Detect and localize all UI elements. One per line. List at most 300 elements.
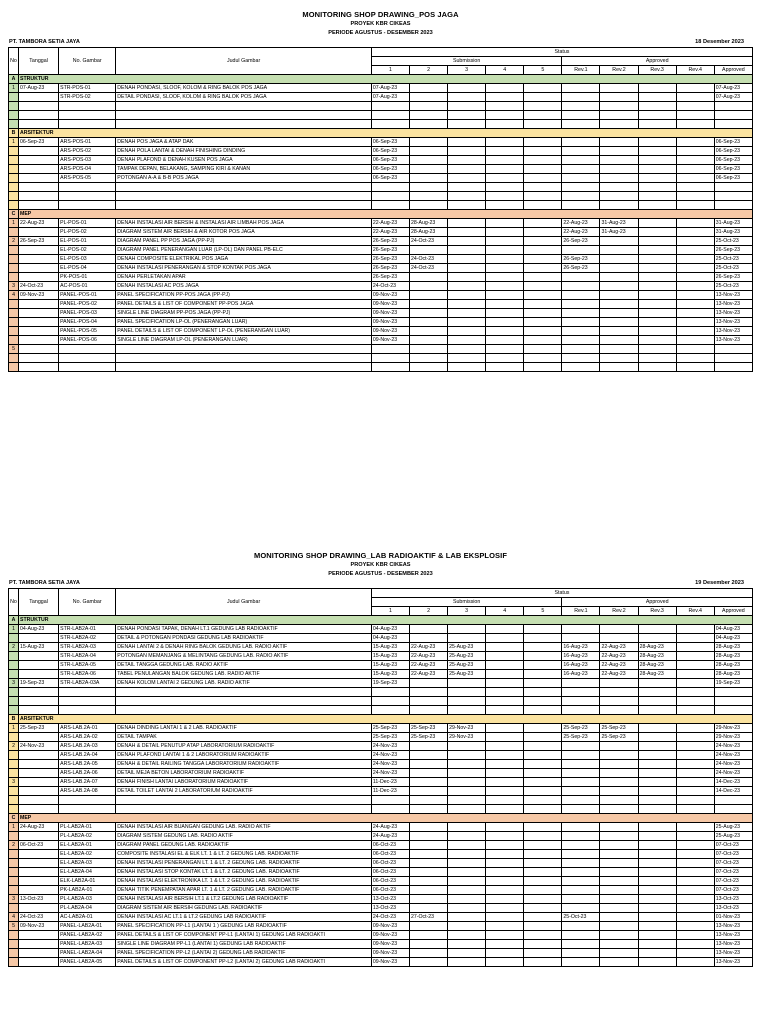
- status-cell: [600, 913, 638, 922]
- header-col: Rev.1: [562, 66, 600, 75]
- status-cell: [562, 958, 600, 967]
- status-cell: [486, 724, 524, 733]
- status-cell: 09-Nov-23: [371, 940, 409, 949]
- status-cell: 29-Nov-23: [448, 724, 486, 733]
- status-cell: [600, 174, 638, 183]
- status-cell: [638, 796, 676, 805]
- table-row: [9, 931, 753, 940]
- drawing-number: PL-LAB2A-03: [59, 895, 116, 904]
- status-cell: 07-Aug-23: [714, 93, 752, 102]
- table-row: [9, 327, 753, 336]
- drawing-number: [59, 102, 116, 111]
- status-cell: 06-Oct-23: [371, 841, 409, 850]
- status-cell: [676, 652, 714, 661]
- status-cell: [676, 291, 714, 300]
- table-row: [9, 796, 753, 805]
- status-cell: [638, 895, 676, 904]
- status-cell: 25-Aug-23: [714, 832, 752, 841]
- status-cell: [638, 327, 676, 336]
- drawing-number: EL-POS-03: [59, 255, 116, 264]
- drawing-title: PANEL SPECIFICATION PP-POS JAGA (PP-PJ): [116, 291, 372, 300]
- row-date: [19, 868, 59, 877]
- status-cell: [410, 291, 448, 300]
- status-cell: 07-Oct-23: [714, 877, 752, 886]
- drawing-title: PANEL SPECIFICATION PP-L1 (LANTAI 1 ) GEDUNG LAB RADIOAKTIF: [116, 922, 372, 931]
- status-cell: [562, 949, 600, 958]
- status-cell: [638, 93, 676, 102]
- table-row: [9, 309, 753, 318]
- status-cell: [524, 832, 562, 841]
- status-cell: 22-Aug-23: [371, 219, 409, 228]
- row-date: [19, 886, 59, 895]
- status-cell: [638, 255, 676, 264]
- status-cell: 15-Aug-23: [371, 661, 409, 670]
- status-cell: [562, 282, 600, 291]
- status-cell: 26-Sep-23: [371, 255, 409, 264]
- status-cell: [448, 796, 486, 805]
- section-header-row: [9, 75, 753, 84]
- row-number: [9, 228, 19, 237]
- status-cell: [562, 778, 600, 787]
- status-cell: [600, 354, 638, 363]
- status-cell: 13-Nov-23: [714, 958, 752, 967]
- drawing-number: ARS-POS-01: [59, 138, 116, 147]
- row-number: [9, 201, 19, 210]
- table-row: [9, 652, 753, 661]
- status-cell: 24-Nov-23: [371, 769, 409, 778]
- drawing-number: PANEL-POS-01: [59, 291, 116, 300]
- status-cell: [448, 336, 486, 345]
- status-cell: [486, 219, 524, 228]
- row-date: [19, 273, 59, 282]
- row-number: [9, 661, 19, 670]
- status-cell: 25-Aug-23: [448, 670, 486, 679]
- drawing-number: PANEL-LAB2A-02: [59, 931, 116, 940]
- drawing-title: SINGLE LINE DIAGRAM LP-OL (PENERANGAN LUAR): [116, 336, 372, 345]
- status-cell: [486, 93, 524, 102]
- status-cell: [410, 634, 448, 643]
- row-date: [19, 670, 59, 679]
- header-col: Approved: [714, 607, 752, 616]
- status-cell: [638, 931, 676, 940]
- status-cell: [486, 841, 524, 850]
- status-cell: [486, 778, 524, 787]
- status-cell: [448, 805, 486, 814]
- status-cell: [371, 183, 409, 192]
- status-cell: 09-Nov-23: [371, 922, 409, 931]
- drawing-number: ARS-POS-03: [59, 156, 116, 165]
- status-cell: [371, 697, 409, 706]
- table-row: [9, 246, 753, 255]
- row-date: 24-Oct-23: [19, 913, 59, 922]
- table-row: [9, 264, 753, 273]
- drawing-title: DENAH INSTALASI AC POS JAGA: [116, 282, 372, 291]
- status-cell: 31-Aug-23: [714, 219, 752, 228]
- row-number: 2: [9, 841, 19, 850]
- status-cell: [410, 192, 448, 201]
- table-row: [9, 832, 753, 841]
- status-cell: [410, 841, 448, 850]
- drawing-number: STR-LAB2A-04: [59, 652, 116, 661]
- drawing-title: TAMPAK DEPAN, BELAKANG, SAMPING KIRI & KANAN: [116, 165, 372, 174]
- row-date: 24-Nov-23: [19, 742, 59, 751]
- status-cell: 13-Nov-23: [714, 922, 752, 931]
- status-cell: [448, 877, 486, 886]
- status-cell: [676, 120, 714, 129]
- section-code: A: [9, 616, 19, 625]
- status-cell: [524, 255, 562, 264]
- status-cell: 29-Nov-23: [714, 724, 752, 733]
- table-row: [9, 345, 753, 354]
- row-number: [9, 850, 19, 859]
- status-cell: [676, 877, 714, 886]
- status-cell: 25-Sep-23: [600, 733, 638, 742]
- status-cell: [486, 84, 524, 93]
- status-cell: [562, 192, 600, 201]
- status-cell: [600, 832, 638, 841]
- drawing-number: PL-POS-01: [59, 219, 116, 228]
- status-cell: [638, 228, 676, 237]
- status-cell: [562, 318, 600, 327]
- section-header-row: [9, 616, 753, 625]
- status-cell: [600, 877, 638, 886]
- status-cell: 25-Aug-23: [448, 643, 486, 652]
- status-cell: [410, 327, 448, 336]
- status-cell: 28-Aug-23: [638, 670, 676, 679]
- status-cell: 15-Aug-23: [371, 670, 409, 679]
- status-cell: [410, 300, 448, 309]
- drawing-number: STR-POS-01: [59, 84, 116, 93]
- status-cell: [410, 183, 448, 192]
- status-cell: [524, 895, 562, 904]
- status-cell: [562, 886, 600, 895]
- table-row: [9, 688, 753, 697]
- status-cell: [714, 363, 752, 372]
- status-cell: 06-Sep-23: [714, 156, 752, 165]
- status-cell: [410, 868, 448, 877]
- status-cell: [524, 913, 562, 922]
- status-cell: [676, 363, 714, 372]
- status-cell: [600, 318, 638, 327]
- status-cell: 25-Sep-23: [410, 733, 448, 742]
- status-cell: [676, 742, 714, 751]
- status-cell: [486, 327, 524, 336]
- drawing-title: DIAGRAM PANEL PP POS JAGA (PP-PJ): [116, 237, 372, 246]
- status-cell: [638, 922, 676, 931]
- status-cell: [486, 147, 524, 156]
- status-cell: [676, 841, 714, 850]
- status-cell: [562, 84, 600, 93]
- status-cell: [524, 859, 562, 868]
- row-date: [19, 949, 59, 958]
- table-row: [9, 850, 753, 859]
- status-cell: [524, 940, 562, 949]
- status-cell: [371, 345, 409, 354]
- status-cell: [676, 138, 714, 147]
- status-cell: [562, 246, 600, 255]
- row-date: [19, 958, 59, 967]
- row-number: 3: [9, 895, 19, 904]
- status-cell: [448, 183, 486, 192]
- status-cell: [638, 165, 676, 174]
- status-cell: [600, 940, 638, 949]
- row-number: [9, 120, 19, 129]
- status-cell: [600, 345, 638, 354]
- drawing-title: DENAH PONDASI TAPAK, DENAH LT.1 GEDUNG LAB RADIOAKTIF: [116, 625, 372, 634]
- row-number: [9, 859, 19, 868]
- status-cell: [638, 877, 676, 886]
- drawing-title: [116, 706, 372, 715]
- status-cell: [676, 949, 714, 958]
- status-cell: [524, 931, 562, 940]
- row-number: [9, 670, 19, 679]
- status-cell: [486, 318, 524, 327]
- status-cell: [448, 264, 486, 273]
- status-cell: [638, 291, 676, 300]
- table-row: [9, 219, 753, 228]
- status-cell: 22-Aug-23: [600, 661, 638, 670]
- status-cell: [410, 679, 448, 688]
- drawing-title: DENAH PLAFOND LANTAI 1 & 2 LABORATORIUM RADIOAKTIF: [116, 751, 372, 760]
- drawing-title: DENAH POLA LANTAI & DENAH FINISHING DINDING: [116, 147, 372, 156]
- drawing-title: PANEL DETAILS & LIST OF COMPONENT LP-OL (PENERANGAN LUAR): [116, 327, 372, 336]
- status-cell: [410, 138, 448, 147]
- status-cell: [486, 300, 524, 309]
- status-cell: [638, 246, 676, 255]
- status-cell: 28-Aug-23: [638, 661, 676, 670]
- row-date: [19, 156, 59, 165]
- status-cell: 13-Nov-23: [714, 336, 752, 345]
- status-cell: [638, 237, 676, 246]
- table-row: [9, 958, 753, 967]
- status-cell: [486, 111, 524, 120]
- report-date: 19 Desember 2023: [695, 580, 744, 586]
- status-cell: [676, 679, 714, 688]
- status-cell: [448, 282, 486, 291]
- row-date: [19, 634, 59, 643]
- status-cell: [448, 309, 486, 318]
- status-cell: [638, 120, 676, 129]
- company-name: PT. TAMBORA SETIA JAYA: [9, 580, 80, 586]
- row-number: [9, 273, 19, 282]
- status-cell: 11-Dec-23: [371, 787, 409, 796]
- status-cell: 22-Aug-23: [600, 670, 638, 679]
- status-cell: [638, 192, 676, 201]
- status-cell: [524, 724, 562, 733]
- status-cell: [524, 336, 562, 345]
- status-cell: 07-Oct-23: [714, 841, 752, 850]
- status-cell: [448, 751, 486, 760]
- drawing-title: DENAH COMPOSITE ELEKTRIKAL POS JAGA: [116, 255, 372, 264]
- status-cell: [676, 940, 714, 949]
- status-cell: [714, 354, 752, 363]
- drawing-number: STR-POS-02: [59, 93, 116, 102]
- status-cell: [524, 363, 562, 372]
- status-cell: [448, 246, 486, 255]
- status-cell: 29-Nov-23: [448, 733, 486, 742]
- status-cell: [448, 255, 486, 264]
- drawing-title: [116, 688, 372, 697]
- row-date: [19, 309, 59, 318]
- drawing-title: DENAH POS JAGA & ATAP DAK: [116, 138, 372, 147]
- status-cell: [486, 760, 524, 769]
- row-date: [19, 688, 59, 697]
- status-cell: [676, 904, 714, 913]
- status-cell: [638, 138, 676, 147]
- status-cell: [562, 868, 600, 877]
- status-cell: [410, 904, 448, 913]
- status-cell: [524, 102, 562, 111]
- status-cell: [486, 877, 524, 886]
- row-date: [19, 787, 59, 796]
- status-cell: [410, 102, 448, 111]
- row-date: [19, 147, 59, 156]
- status-cell: [676, 661, 714, 670]
- table-row: [9, 174, 753, 183]
- status-cell: [524, 823, 562, 832]
- drawing-title: [116, 354, 372, 363]
- status-cell: [410, 246, 448, 255]
- status-cell: [676, 760, 714, 769]
- status-cell: [638, 318, 676, 327]
- status-cell: [448, 273, 486, 282]
- drawing-number: [59, 805, 116, 814]
- header-col: Rev.2: [600, 66, 638, 75]
- status-cell: 22-Aug-23: [410, 661, 448, 670]
- status-cell: [486, 958, 524, 967]
- status-cell: [486, 670, 524, 679]
- status-cell: [486, 769, 524, 778]
- status-cell: 06-Sep-23: [714, 165, 752, 174]
- status-cell: [600, 751, 638, 760]
- section-header-row: [9, 210, 753, 219]
- status-cell: 04-Aug-23: [714, 634, 752, 643]
- status-cell: [562, 336, 600, 345]
- row-date: 04-Aug-23: [19, 625, 59, 634]
- row-date: [19, 769, 59, 778]
- header-submission: Submission: [371, 598, 561, 607]
- header-col: 3: [448, 607, 486, 616]
- status-cell: [410, 363, 448, 372]
- status-cell: 24-Nov-23: [714, 742, 752, 751]
- status-cell: [448, 192, 486, 201]
- status-cell: [524, 850, 562, 859]
- status-cell: [448, 895, 486, 904]
- status-cell: [600, 769, 638, 778]
- status-cell: [410, 174, 448, 183]
- status-cell: [600, 336, 638, 345]
- row-date: [19, 661, 59, 670]
- table-row: [9, 201, 753, 210]
- status-cell: [562, 832, 600, 841]
- status-cell: [486, 354, 524, 363]
- table-row: [9, 823, 753, 832]
- status-cell: [486, 634, 524, 643]
- status-cell: 28-Aug-23: [410, 228, 448, 237]
- table-row: [9, 93, 753, 102]
- status-cell: [714, 201, 752, 210]
- row-date: [19, 760, 59, 769]
- header-no: No: [9, 589, 19, 616]
- status-cell: [600, 778, 638, 787]
- status-cell: [676, 850, 714, 859]
- status-cell: [486, 282, 524, 291]
- status-cell: 09-Nov-23: [371, 309, 409, 318]
- status-cell: 22-Aug-23: [410, 670, 448, 679]
- status-cell: [524, 318, 562, 327]
- status-cell: [524, 769, 562, 778]
- row-number: [9, 769, 19, 778]
- status-cell: [600, 282, 638, 291]
- status-cell: 28-Aug-23: [410, 219, 448, 228]
- row-number: [9, 363, 19, 372]
- status-cell: [562, 679, 600, 688]
- status-cell: [410, 940, 448, 949]
- status-cell: [600, 787, 638, 796]
- row-date: 09-Nov-23: [19, 922, 59, 931]
- status-cell: 24-Nov-23: [371, 760, 409, 769]
- status-cell: [600, 895, 638, 904]
- table-row: [9, 147, 753, 156]
- row-number: [9, 868, 19, 877]
- status-cell: 06-Sep-23: [714, 174, 752, 183]
- status-cell: [524, 751, 562, 760]
- status-cell: [562, 300, 600, 309]
- status-cell: 24-Nov-23: [714, 751, 752, 760]
- row-number: [9, 733, 19, 742]
- status-cell: [676, 922, 714, 931]
- status-cell: [371, 363, 409, 372]
- status-cell: [600, 634, 638, 643]
- table-row: [9, 336, 753, 345]
- drawing-number: PANEL-LAB2A-04: [59, 949, 116, 958]
- status-cell: [448, 156, 486, 165]
- status-cell: [638, 751, 676, 760]
- row-number: [9, 886, 19, 895]
- status-cell: [638, 84, 676, 93]
- header-col: Rev.3: [638, 66, 676, 75]
- table-row: [9, 886, 753, 895]
- header-tanggal: Tanggal: [19, 589, 59, 616]
- drawing-title: [116, 192, 372, 201]
- row-date: [19, 778, 59, 787]
- row-number: 2: [9, 237, 19, 246]
- status-cell: [714, 697, 752, 706]
- drawing-number: PL-LAB2A-01: [59, 823, 116, 832]
- status-cell: [562, 634, 600, 643]
- row-date: [19, 174, 59, 183]
- status-cell: [524, 949, 562, 958]
- status-cell: [524, 174, 562, 183]
- status-cell: 26-Sep-23: [371, 264, 409, 273]
- row-date: [19, 255, 59, 264]
- row-number: [9, 688, 19, 697]
- status-cell: 25-Aug-23: [714, 823, 752, 832]
- meta-row: [8, 579, 753, 588]
- section-name: STRUKTUR: [19, 616, 753, 625]
- status-cell: [524, 670, 562, 679]
- status-cell: [676, 643, 714, 652]
- status-cell: [600, 291, 638, 300]
- table-row: [9, 634, 753, 643]
- row-number: [9, 354, 19, 363]
- status-cell: [714, 345, 752, 354]
- status-cell: [676, 354, 714, 363]
- status-cell: [486, 796, 524, 805]
- status-cell: [524, 219, 562, 228]
- status-cell: [600, 309, 638, 318]
- status-cell: 01-Nov-23: [714, 913, 752, 922]
